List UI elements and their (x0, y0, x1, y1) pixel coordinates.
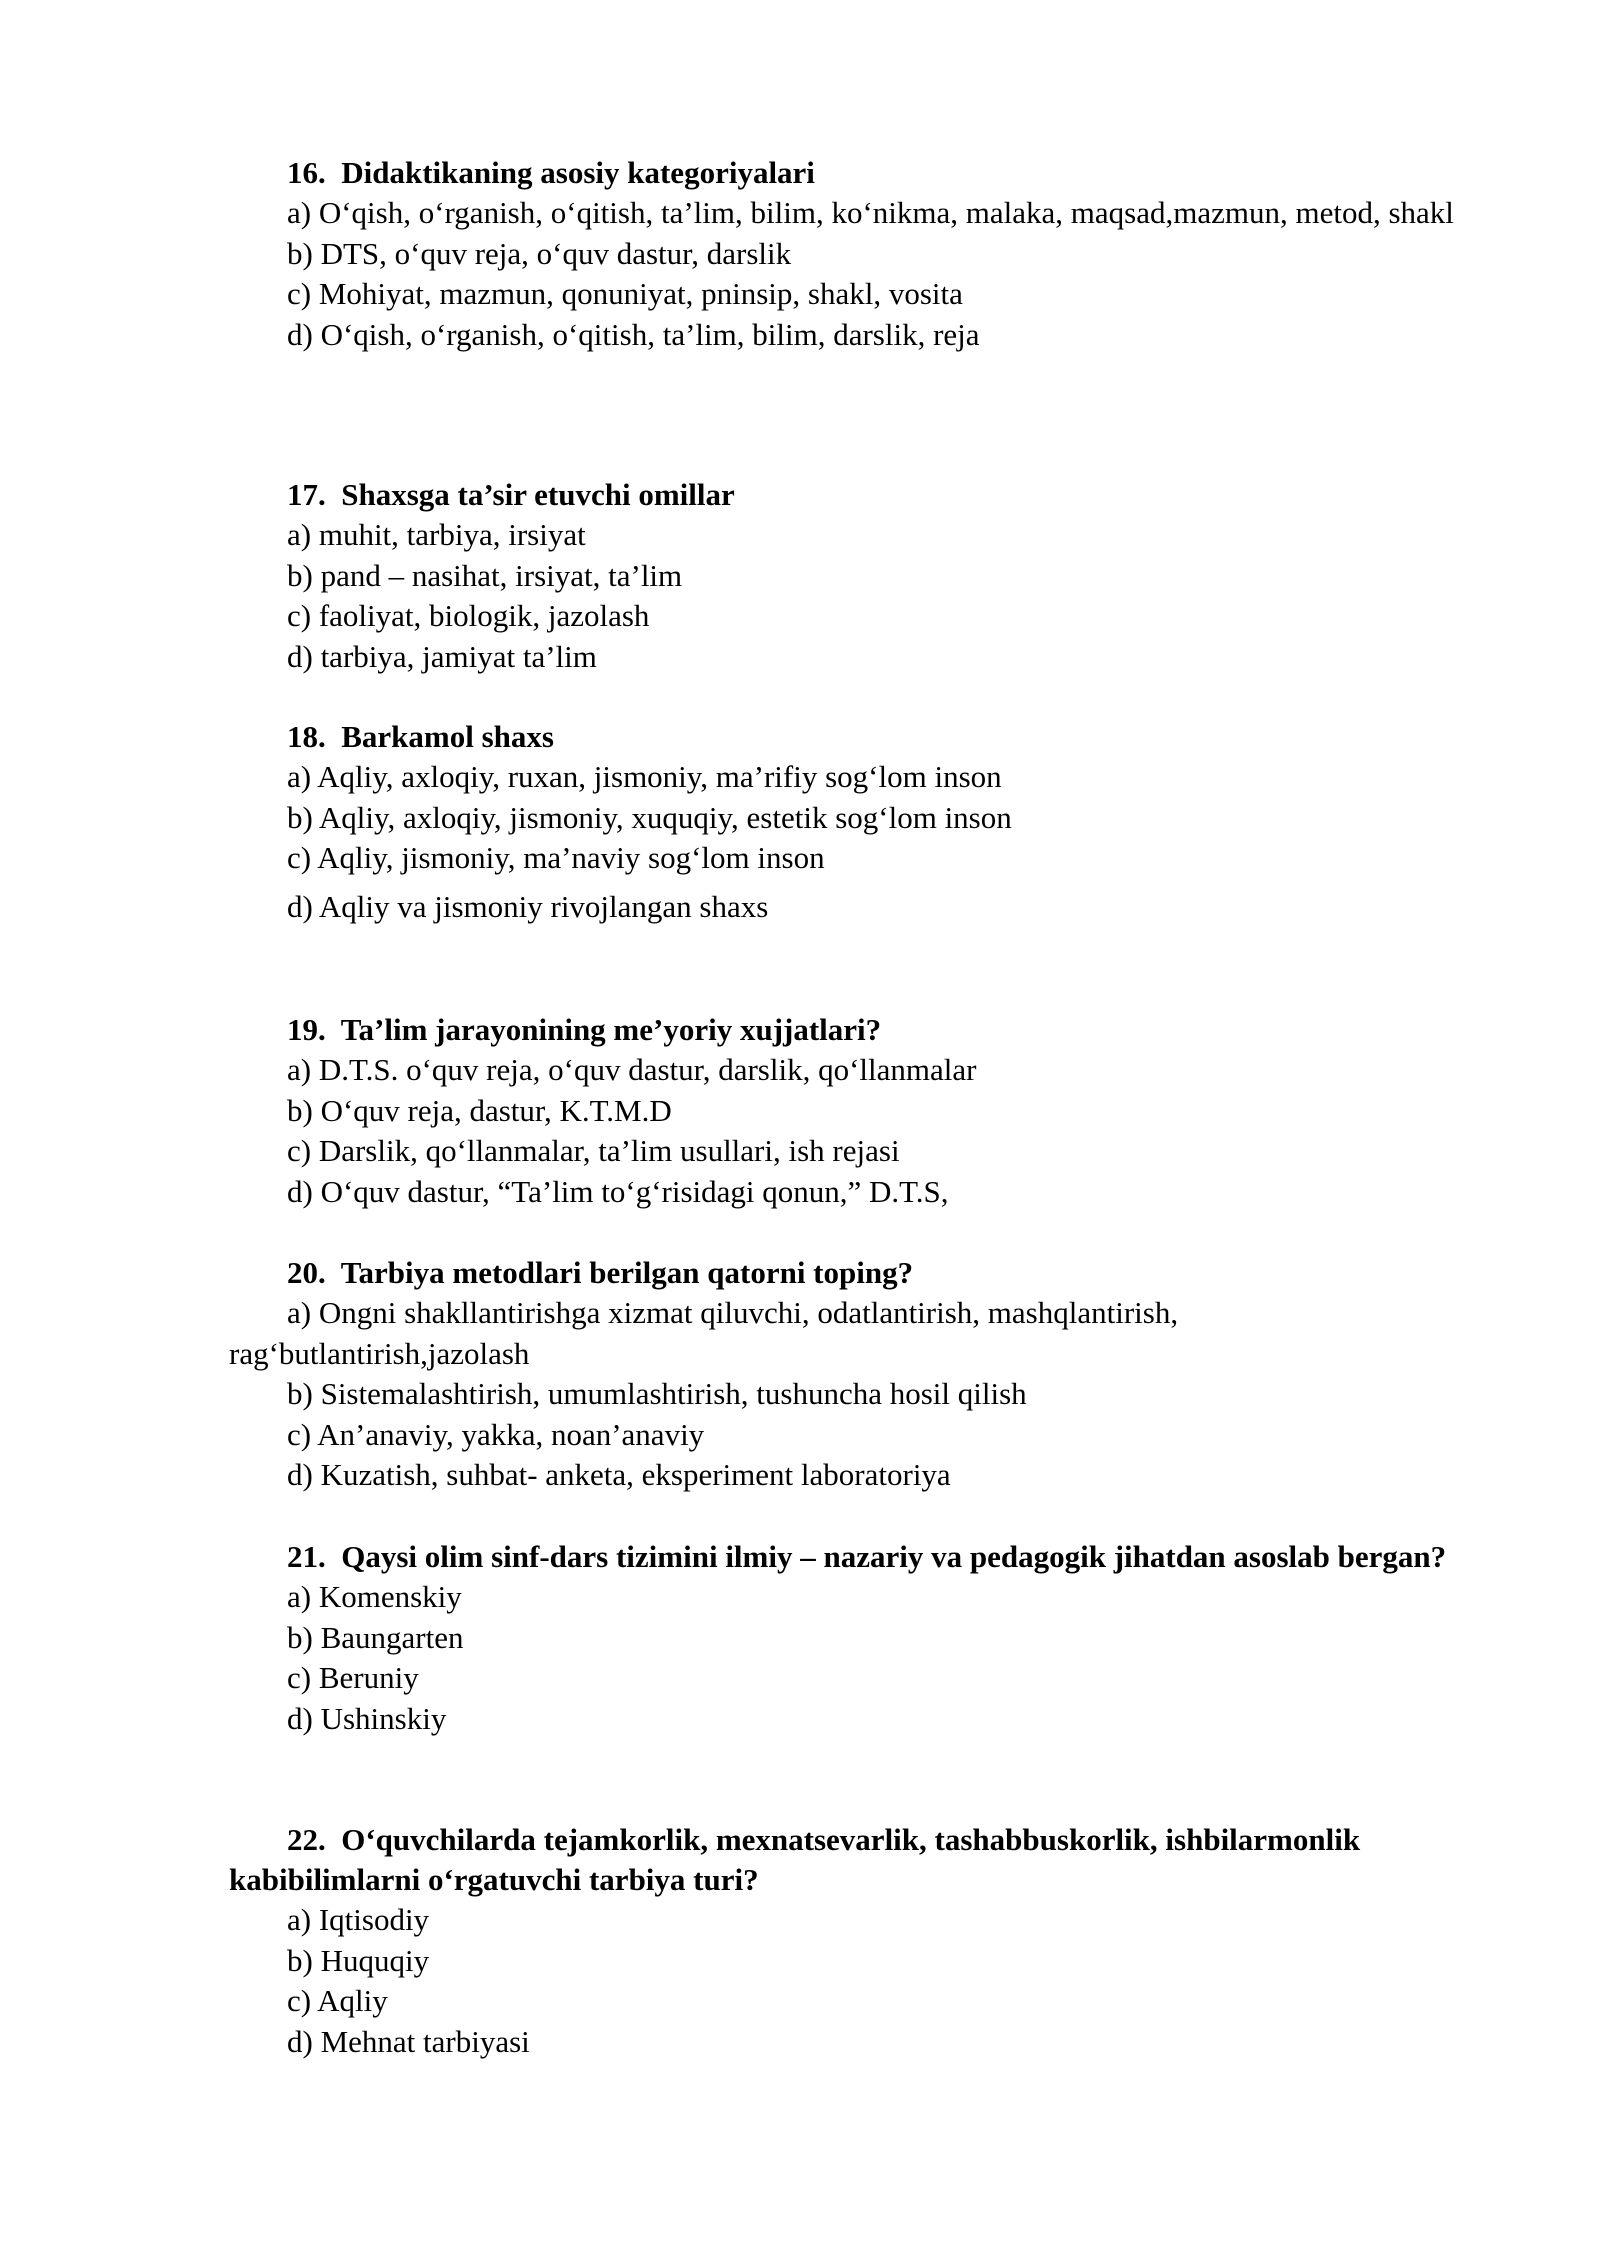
question-text: Shaxsga ta’sir etuvchi omillar (341, 477, 735, 512)
question-title (229, 153, 1479, 193)
question-title (229, 1010, 1479, 1050)
question-text: Didaktikaning asosiy kategoriyalari (341, 155, 815, 190)
question-22 (229, 1820, 1479, 2062)
question-16 (229, 153, 1479, 355)
question-number: 22. (287, 1822, 326, 1857)
question-title (229, 1253, 1479, 1293)
question-text: Ta’lim jarayonining me’yoriy xujjatlari? (340, 1012, 882, 1047)
question-title (229, 1820, 1479, 1900)
answer-option-b: b) pand – nasihat, irsiyat, ta’lim (287, 557, 683, 593)
answer-option-b: b) Huquqiy (287, 1942, 430, 1978)
answer-option-a: a) D.T.S. o‘quv reja, o‘quv dastur, darslik, qo‘llanmalar (287, 1052, 977, 1087)
answer-option-a: a) muhit, tarbiya, irsiyat (287, 517, 586, 552)
answer-option-c: c) Aqliy (287, 1983, 388, 2018)
question-title (229, 1537, 1479, 1577)
question-number: 19. (287, 1012, 326, 1047)
answer-option-a: a) Aqliy, axloqiy, ruxan, jismoniy, ma’rifiy sog‘lom inson (287, 759, 1002, 794)
answer-option-a: a) Iqtisodiy (287, 1902, 430, 1937)
answer-option-d: d) tarbiya, jamiyat ta’lim (287, 638, 597, 674)
question-text: O‘quvchilarda tejamkorlik, mexnatsevarlik, tashabbuskorlik, ishbilarmonlik kabibilimlarni o‘rgatuvchi tarbiya turi? (229, 1822, 1361, 1897)
answer-option-a: a) Komenskiy (287, 1579, 462, 1614)
answer-option-c: c) Mohiyat, mazmun, qonuniyat, pninsip, shakl, vosita (287, 276, 963, 311)
answer-option-c: c) Aqliy, jismoniy, ma’naviy sog‘lom inson (287, 840, 825, 875)
question-19 (229, 1010, 1479, 1212)
answer-option-b: b) Sistemalashtirish, umumlashtirish, tushuncha hosil qilish (287, 1376, 1027, 1411)
answer-option-d: d) Mehnat tarbiyasi (287, 2023, 530, 2059)
question-text: Qaysi olim sinf-dars tizimini ilmiy – nazariy va pedagogik jihatdan asoslab bergan? (341, 1539, 1447, 1574)
answer-option-b: b) Aqliy, axloqiy, jismoniy, xuquqiy, estetik sog‘lom inson (287, 799, 1012, 835)
answer-option-c: c) Beruniy (287, 1660, 419, 1695)
question-title (229, 475, 1479, 515)
question-number: 21. (287, 1539, 326, 1574)
answer-option-d: d) O‘quv dastur, “Ta’lim to‘g‘risidagi qonun,” D.T.S, (287, 1173, 949, 1209)
answer-option-d: d) Kuzatish, suhbat- anketa, eksperiment laboratoriya (287, 1457, 951, 1492)
question-text: Tarbiya metodlari berilgan qatorni toping? (340, 1255, 914, 1290)
answer-option-c: c) faoliyat, biologik, jazolash (287, 598, 650, 633)
answer-option-c: c) An’anaviy, yakka, noan’anaviy (287, 1416, 705, 1452)
question-number: 20. (287, 1255, 326, 1290)
question-number: 18. (287, 719, 326, 754)
answer-option-b: b) DTS, o‘quv reja, o‘quv dastur, darslik (287, 235, 792, 271)
question-18 (229, 717, 1479, 927)
answer-option-a: a) O‘qish, o‘rganish, o‘qitish, ta’lim, bilim, ko‘nikma, malaka, maqsad,mazmun, metod, shakl (287, 195, 1454, 230)
question-17 (229, 475, 1479, 677)
answer-option-d: d) Ushinskiy (287, 1700, 447, 1736)
question-20 (229, 1253, 1479, 1496)
answer-option-d: d) Aqliy va jismoniy rivojlangan shaxs (287, 888, 769, 924)
answer-option-a: a) Ongni shakllantirishga xizmat qiluvchi, odatlantirish, mashqlantirish, rag‘butlantirish,jazolash (229, 1295, 1179, 1371)
answer-option-c: c) Darslik, qo‘llanmalar, ta’lim usullari, ish rejasi (287, 1133, 900, 1168)
question-title (229, 717, 1479, 757)
answer-option-b: b) O‘quv reja, dastur, K.T.M.D (287, 1092, 672, 1128)
question-21 (229, 1537, 1479, 1739)
question-text: Barkamol shaxs (341, 719, 554, 754)
answer-option-d: d) O‘qish, o‘rganish, o‘qitish, ta’lim, bilim, darslik, reja (287, 316, 980, 352)
answer-option-b: b) Baungarten (287, 1619, 464, 1655)
question-number: 17. (287, 477, 326, 512)
question-number: 16. (287, 155, 326, 190)
